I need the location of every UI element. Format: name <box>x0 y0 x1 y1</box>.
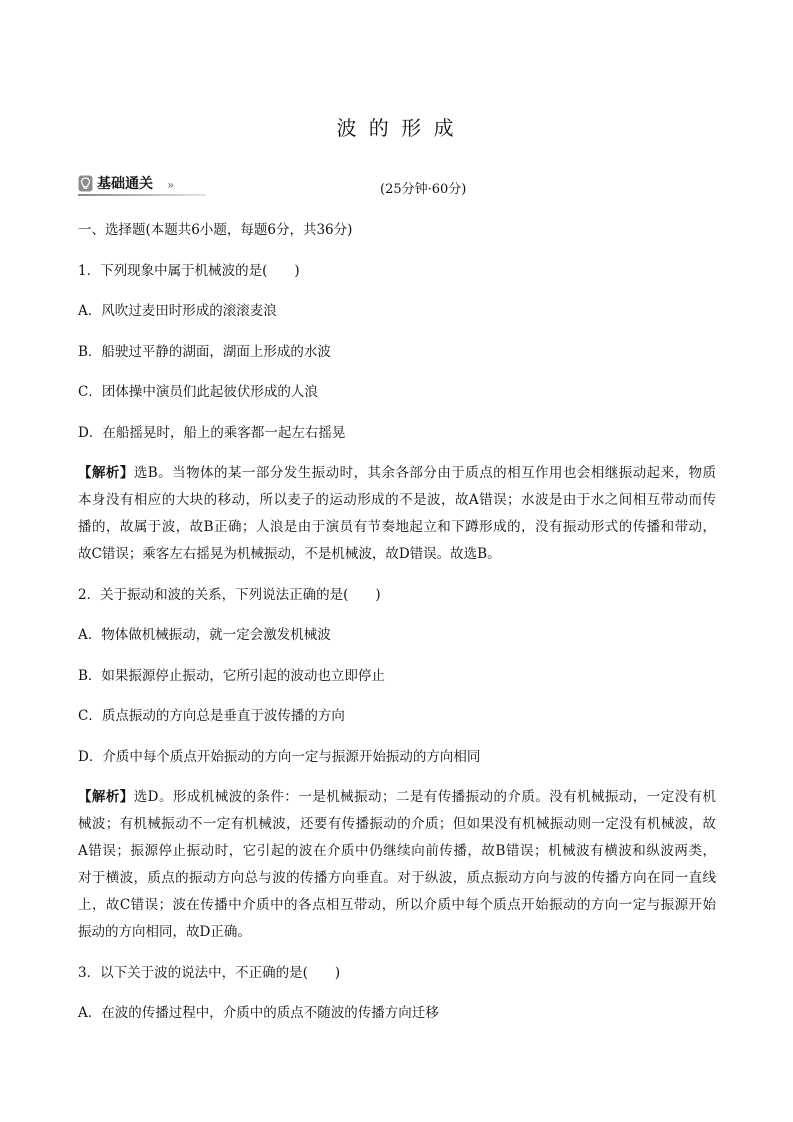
option-c: C．质点振动的方向总是垂直于波传播的方向 <box>78 708 345 724</box>
analysis-label: 【解析】 <box>78 465 134 481</box>
option-b: B．如果振源停止振动，它所引起的波动也立即停止 <box>78 667 385 684</box>
option-d: D．在船摇晃时，船上的乘客都一起左右摇晃 <box>78 424 346 441</box>
analysis-line <box>78 460 716 487</box>
analysis-line: 械波；有机械振动不一定有机械波，还要有传播振动的介质；但如果没有机械振动则一定没有机械波，故 <box>78 816 716 832</box>
option-d: D．介质中每个质点开始振动的方向一定与振源开始振动的方向相同 <box>78 748 481 765</box>
lightbulb-icon <box>78 175 93 192</box>
question-stem: 2．关于振动和波的关系，下列说法正确的是( ) <box>78 586 381 603</box>
question-stem: 1．下列现象中属于机械波的是( ) <box>78 262 300 279</box>
analysis-line: 对于横波，质点的振动方向总与波的传播方向垂直。对于纵波，质点振动方向与波的传播方向在同一直线 <box>78 870 716 886</box>
option-c: C．团体操中演员们此起彼伏形成的人浪 <box>78 384 318 400</box>
analysis-line: 故C错误；乘客左右摇晃为机械振动，不是机械波，故D错误。故选B。 <box>78 546 501 562</box>
option-a: A．物体做机械振动，就一定会激发机械波 <box>78 627 331 643</box>
analysis-line: A错误；振源停止振动时，它引起的波在介质中仍继续向前传播，故B错误；机械波有横波和纵波两类， <box>78 843 716 859</box>
analysis-block <box>78 784 716 946</box>
analysis-label: 【解析】 <box>78 789 134 805</box>
analysis-text: 选B。当物体的某一部分发生振动时，其余各部分由于质点的相互作用也会相继振动起来，物质 <box>133 465 717 481</box>
analysis-text: 选D。形成机械波的条件：一是机械振动；二是有传播振动的介质。没有机械振动，一定没有机 <box>133 789 716 805</box>
option-a: A．在波的传播过程中，介质中的质点不随波的传播方向迁移 <box>78 1005 439 1021</box>
analysis-line <box>78 784 716 811</box>
option-a: A．风吹过麦田时形成的滚滚麦浪 <box>78 303 277 319</box>
time-score-note: (25分钟·60分) <box>380 182 467 197</box>
part-heading: 一、选择题(本题共6小题，每题6分，共36分) <box>78 222 353 238</box>
analysis-line: 振动的方向相同，故D正确。 <box>78 924 251 940</box>
section-arrow: » <box>167 178 175 192</box>
question-stem: 3．以下关于波的说法中，不正确的是( ) <box>78 964 341 981</box>
analysis-line: 播的，故属于波，故B正确；人浪是由于演员有节奏地起立和下蹲形成的，没有振动形式的传播和带动， <box>78 519 716 535</box>
analysis-block <box>78 460 716 568</box>
page-title: 波 的 形 成 <box>336 116 457 140</box>
question-content <box>78 217 716 1041</box>
section-underline <box>78 194 206 196</box>
analysis-line: 本身没有相应的大块的移动，所以麦子的运动形成的不是波，故A错误；水波是由于水之间相互带动而传 <box>78 492 716 508</box>
option-b: B．船驶过平静的湖面，湖面上形成的水波 <box>78 343 331 360</box>
section-label: 基础通关 <box>97 176 153 192</box>
analysis-line: 上，故C错误；波在传播中介质中的各点相互带动，所以介质中每个质点开始振动的方向一定与振源开始 <box>78 897 716 913</box>
